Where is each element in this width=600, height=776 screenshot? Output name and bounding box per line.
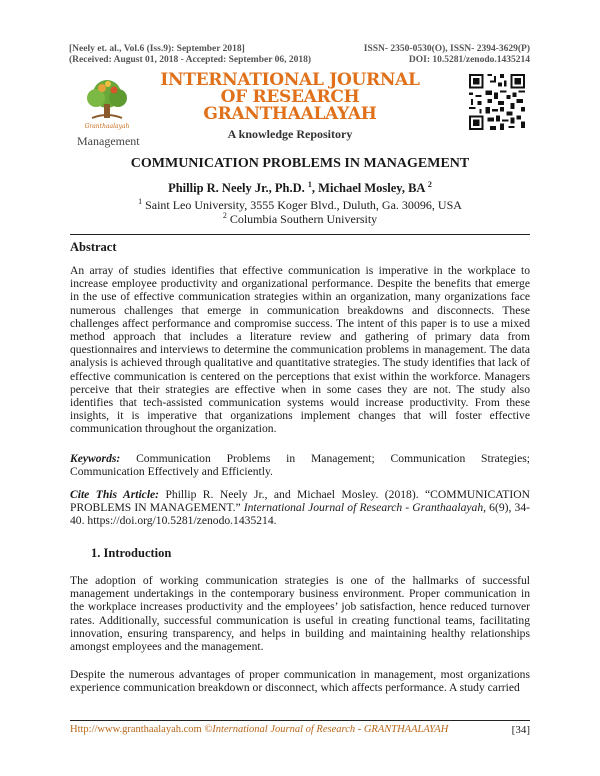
author-separator: ,	[311, 181, 319, 196]
abstract-body: An array of studies identifies that effective communication is imperative in the workplace to increase employee productivity and organizational performance. Despite the benefits that emerge in the use of effective communication strategies within an organization, many organizations face numerous challenges that emerge in communication breakdowns and disconnects. These challenges affect performance and compromise success. The intent of this paper is to use a mixed method approach that includes a literature review and gathering of primary data from questionnaires and interviews to determine the communication problems in management. The data analysis is achieved through qualitative and quantitative strategies. The study identifies that lack of effective communication is centered on the perceptions that exist within the workforce. Managers perceive that their strategies are effective when in some cases they are not. The study also identifies that tech-assisted communication systems would increase productivity. From these insights, it is imperative that organizations implement changes that will foster effective communication throughout the organization.	[70, 264, 530, 436]
cite-journal: International Journal of Research - Granthaalayah	[243, 501, 484, 515]
dates-line: (Received: August 01, 2018 - Accepted: September 06, 2018)	[69, 55, 312, 65]
affiliation-2-text: Columbia Southern University	[229, 212, 378, 226]
keywords-label: Keywords:	[70, 452, 121, 465]
journal-logo-tree-icon	[72, 76, 142, 132]
qr-code-icon	[467, 72, 527, 132]
cite-block	[70, 488, 530, 528]
header-identifiers	[364, 44, 530, 66]
cite-text: Phillip R. Neely Jr., and Michael Mosley. (2018). “COMMUNICATION PROBLEMS IN MANAGEMENT.”	[70, 488, 530, 515]
introduction-heading: 1. Introduction	[91, 546, 172, 560]
author-1: Phillip R. Neely Jr., Ph.D.	[168, 181, 305, 196]
cite-tail[interactable]: , 6(9), 34-40. https://doi.org/10.5281/zenodo.1435214.	[70, 501, 530, 528]
journal-masthead	[160, 72, 420, 142]
logo-text: Granthaalayah	[84, 123, 130, 130]
affiliation-2	[0, 211, 600, 227]
issn-line: ISSN- 2350-0530(O), ISSN- 2394-3629(P)	[363, 44, 530, 54]
affiliation-2-sup: 2	[222, 211, 227, 220]
author-2-sup: 2	[427, 180, 432, 189]
paper-title: COMMUNICATION PROBLEMS IN MANAGEMENT	[130, 156, 470, 171]
category-label: Management	[77, 134, 140, 148]
footer-divider	[70, 720, 530, 721]
citation-line: [Neely et. al., Vol.6 (Iss.9): September 2018]	[69, 44, 245, 54]
doi-line[interactable]: DOI: 10.5281/zenodo.1435214	[408, 55, 530, 65]
author-1-sup: 1	[307, 180, 312, 189]
divider	[70, 234, 530, 235]
author-line	[0, 180, 600, 196]
introduction-paragraph-1: The adoption of working communication strategies is one of the hallmarks of successful management undertakings in the contemporary business environment. Proper communication in the workplace increases productivity and the employees’ job satisfaction, hence reduced turnover rates. Additionally, successful communication is useful in creating functional teams, facilitating innovation, ensuring transparency, and helps in building and maintaining healthy relationships amongst employees and the management.	[70, 574, 530, 654]
affiliation-1-sup: 1	[138, 197, 143, 206]
footer	[70, 724, 448, 735]
abstract-heading: Abstract	[70, 240, 117, 254]
keywords-block	[70, 452, 530, 478]
journal-name-line2: GRANTHAALAYAH	[203, 104, 377, 124]
footer-copyright: ©International Journal of Research - GRANTHAALAYAH	[201, 724, 449, 735]
header-citation	[69, 44, 311, 66]
introduction-paragraph-2: Despite the numerous advantages of proper communication in management, most organizations experience communication breakdown or disconnect, which affects performance. A study carried	[70, 668, 530, 695]
cite-label: Cite This Article:	[70, 488, 160, 501]
affiliation-1-text: Saint Leo University, 3555 Koger Blvd., Duluth, Ga. 30096, USA	[145, 198, 462, 212]
footer-url[interactable]: Http://www.granthaalayah.com	[70, 724, 202, 735]
author-2: Michael Mosley, BA	[318, 181, 425, 196]
journal-name-line1: INTERNATIONAL JOURNAL OF RESEARCH	[160, 70, 420, 107]
journal-tagline: A knowledge Repository	[227, 127, 353, 141]
page-number: [34]	[511, 724, 530, 736]
keywords-text: Communication Problems in Management; Communication Strategies; Communication Effectively and Efficiently.	[70, 452, 530, 479]
